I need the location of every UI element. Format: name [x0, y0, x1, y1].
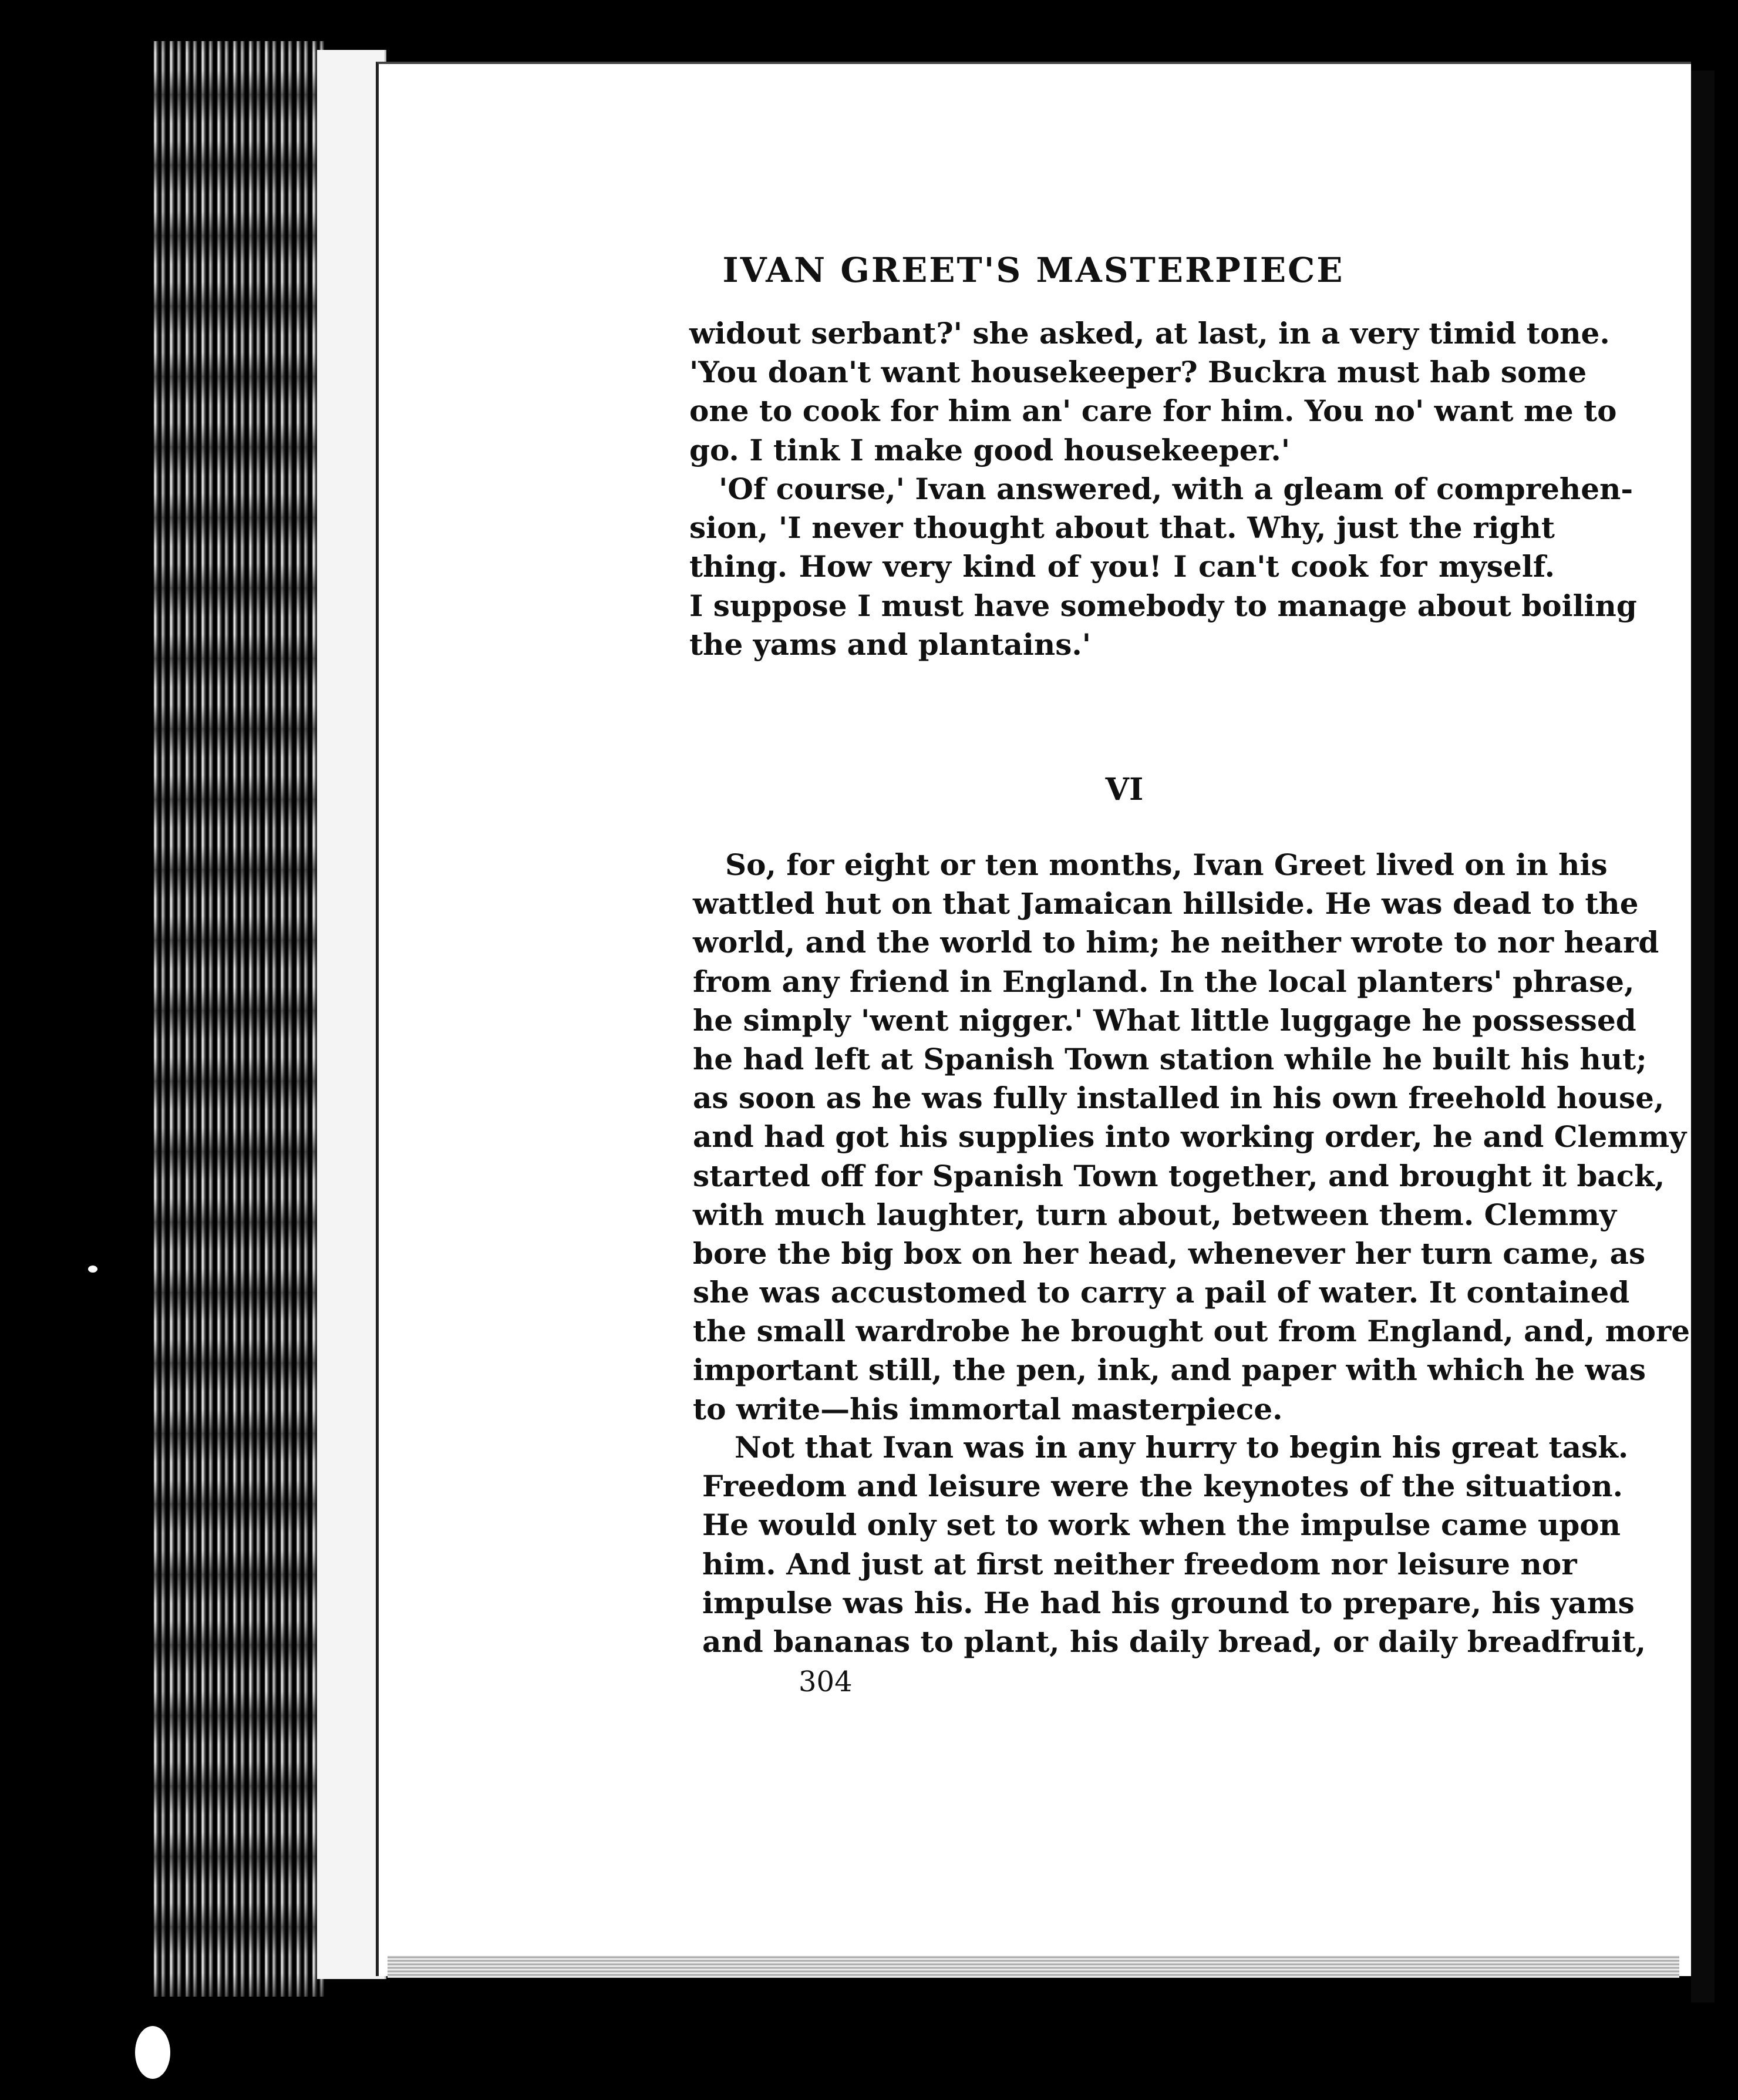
scan-speck — [1298, 115, 1304, 123]
text-line: and had got his supplies into working order, he and Clemmy — [693, 1119, 1687, 1155]
text-line: widout serbant?' she asked, at last, in a very timid tone. — [689, 316, 1610, 351]
text-line: important still, the pen, ink, and paper with which he was — [693, 1352, 1646, 1388]
page-bottom-fold — [388, 1956, 1679, 1978]
page-edge-shading — [150, 41, 326, 1997]
text-line: thing. How very kind of you! I can't cook for myself. — [689, 549, 1555, 584]
section-paragraph-2 — [702, 1428, 1646, 1661]
text-line: He would only set to work when the impulse came upon — [702, 1507, 1621, 1543]
scan-speck — [135, 2026, 170, 2079]
page-number: 304 — [799, 1665, 853, 1698]
text-line: impulse was his. He had his ground to prepare, his yams — [702, 1585, 1635, 1620]
scan-speck — [88, 1266, 97, 1273]
text-line: him. And just at first neither freedom nor leisure nor — [702, 1546, 1577, 1581]
text-line: one to cook for him an' care for him. You no' want me to — [689, 393, 1617, 429]
text-line: I suppose I must have somebody to manage about boiling — [689, 588, 1637, 623]
text-line: Not that Ivan was in any hurry to begin his great task. — [735, 1430, 1629, 1465]
text-line: started off for Spanish Town together, and brought it back, — [693, 1158, 1665, 1193]
text-line: So, for eight or ten months, Ivan Greet lived on in his — [725, 847, 1608, 882]
text-line: and bananas to plant, his daily bread, or daily breadfruit, — [702, 1624, 1646, 1659]
text-line: sion, 'I never thought about that. Why, just the right — [689, 510, 1555, 546]
text-line: 'You doan't want housekeeper? Buckra must hab some — [689, 355, 1587, 390]
text-line: Freedom and leisure were the keynotes of the situation. — [702, 1469, 1624, 1504]
text-line: as soon as he was fully installed in his own freehold house, — [693, 1081, 1665, 1116]
text-line: from any friend in England. In the local planters' phrase, — [693, 964, 1635, 999]
text-line: he had left at Spanish Town station while he built his hut; — [693, 1041, 1647, 1076]
running-head: IVAN GREET'S MASTERPIECE — [722, 250, 1345, 290]
text-line: go. I tink I make good housekeeper.' — [689, 432, 1291, 467]
text-line: bore the big box on her head, whenever her turn came, as — [693, 1236, 1646, 1271]
text-line: 'Of course,' Ivan answered, with a gleam of comprehen- — [719, 472, 1633, 506]
dialogue-paragraph — [689, 314, 1617, 470]
text-line: wattled hut on that Jamaican hillside. He was dead to the — [693, 886, 1639, 921]
right-binding-shadow — [1691, 70, 1715, 2003]
reply-paragraph — [689, 470, 1637, 664]
text-line: with much laughter, turn about, between them. Clemmy — [693, 1197, 1617, 1232]
section-number: VI — [1105, 772, 1144, 807]
text-line: to write—his immortal masterpiece. — [693, 1391, 1283, 1426]
text-line: world, and the world to him; he neither wrote to nor heard — [693, 925, 1659, 960]
section-paragraph-1 — [693, 846, 1690, 1429]
text-line: the yams and plantains.' — [689, 627, 1092, 662]
text-line: he simply 'went nigger.' What little luggage he possessed — [693, 1002, 1636, 1038]
text-line: the small wardrobe he brought out from England, and, more — [693, 1314, 1690, 1349]
text-line: she was accustomed to carry a pail of water. It contained — [693, 1275, 1630, 1310]
